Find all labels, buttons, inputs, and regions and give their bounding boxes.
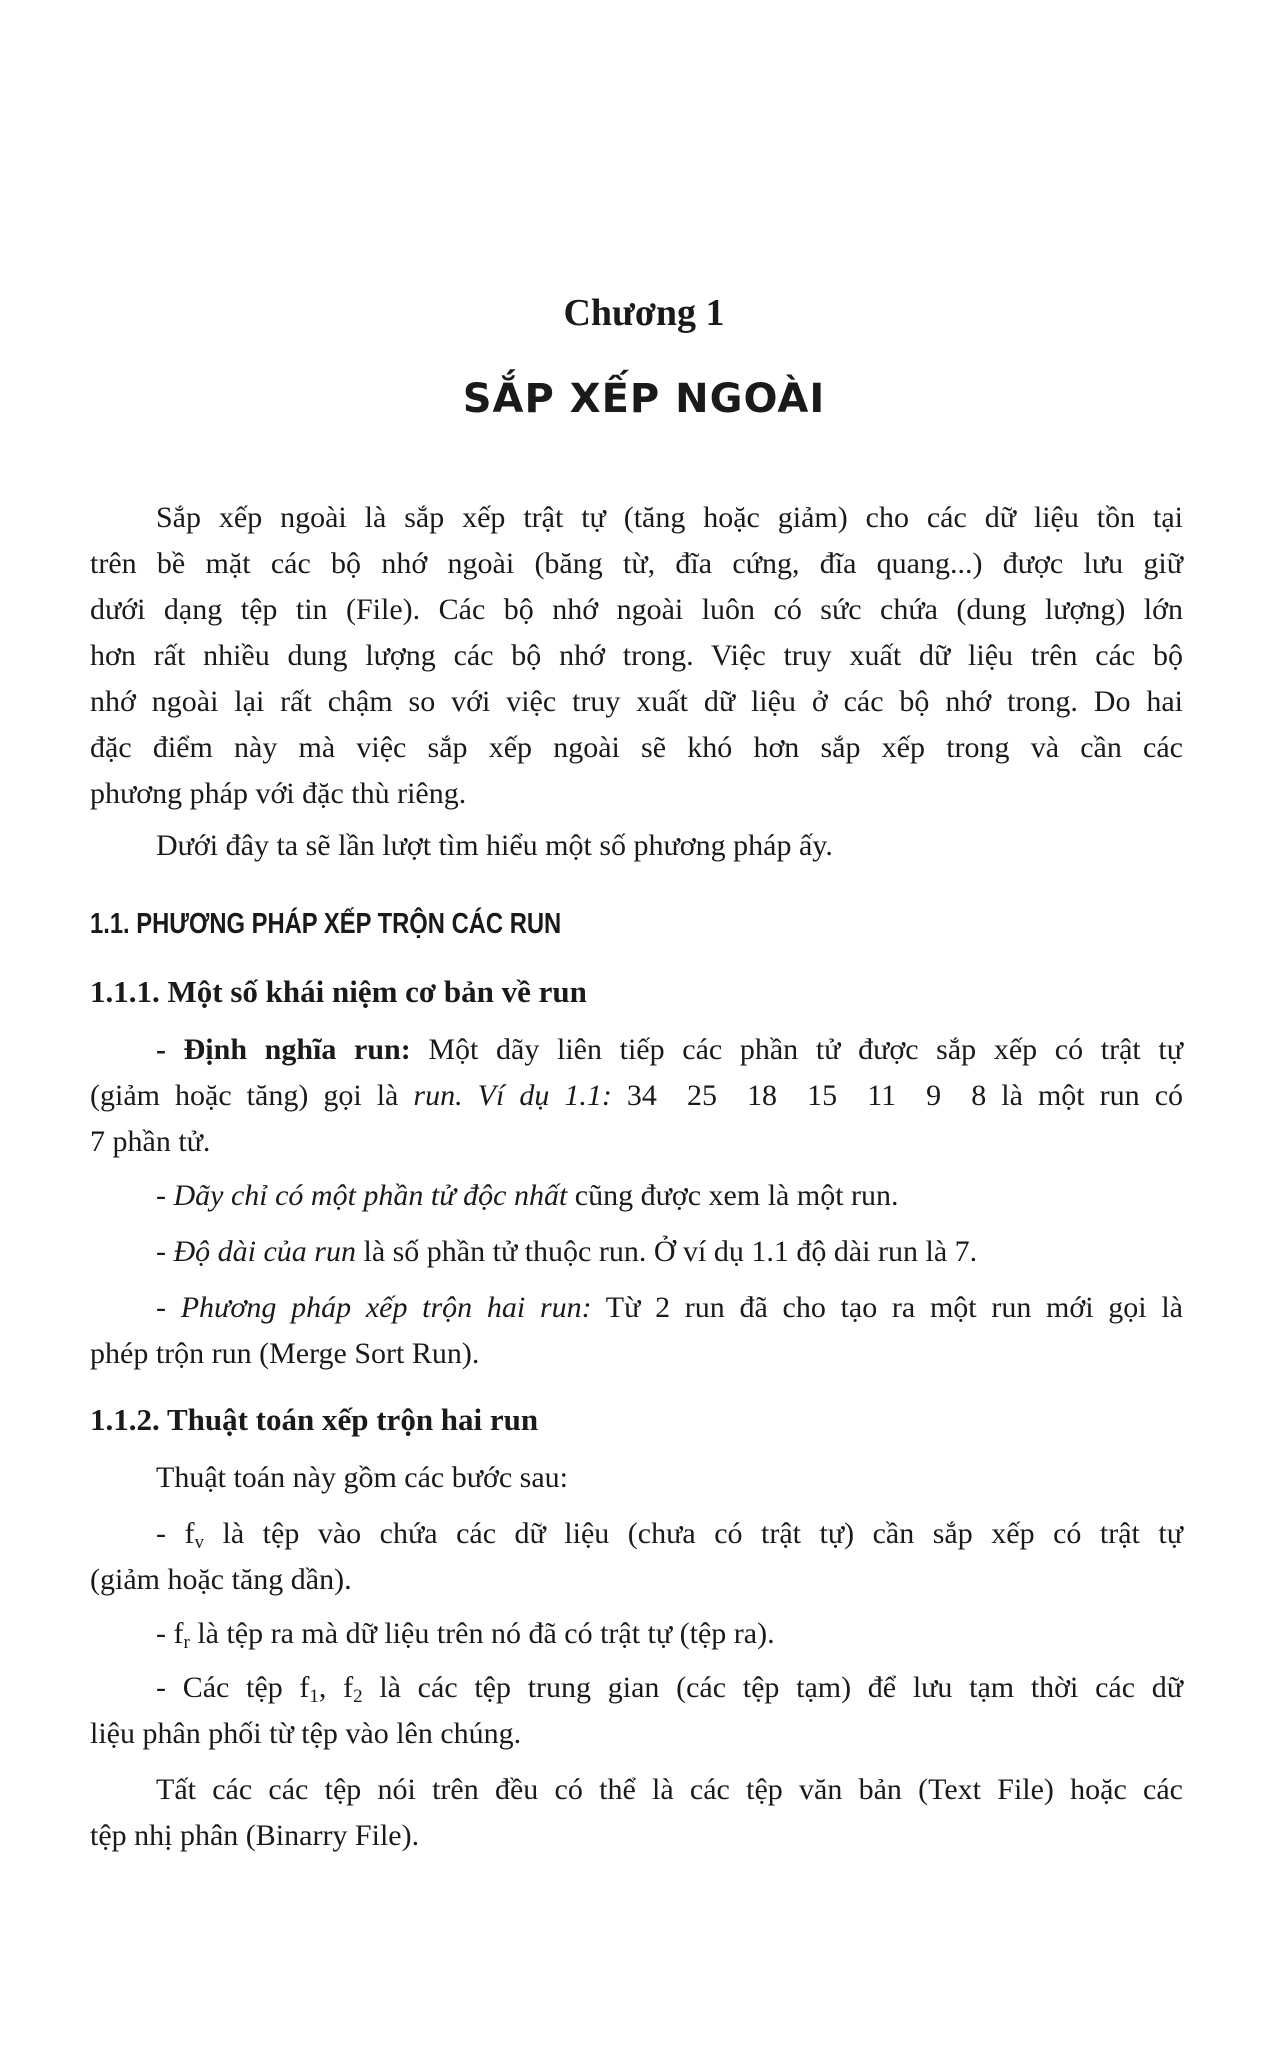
temp-subscript-2: 2	[353, 1686, 363, 1707]
intro-line-5: nhớ ngoài lại rất chậm so với việc truy xuất dữ liệu ở các bộ nhớ trong. Do hai	[90, 685, 1183, 718]
fr-text: là tệp ra mà dữ liệu trên nó đã có trật tự (tệp ra).	[189, 1617, 775, 1650]
temp-text: là các tệp trung gian (các tệp tạm) để lưu tạm thời các dữ	[362, 1671, 1183, 1704]
intro-line-1: Sắp xếp ngoài là sắp xếp trật tự (tăng hoặc giảm) cho các dữ liệu tồn tại	[156, 501, 1183, 534]
fv-subscript: v	[194, 1532, 204, 1553]
definition-line-2-start: (giảm hoặc tăng) gọi là	[90, 1079, 414, 1112]
run-length-term: - Độ dài của run	[156, 1235, 356, 1268]
fv-line-1	[156, 1514, 1183, 1554]
merge-method-line-1	[156, 1288, 1183, 1328]
definition-label: - Định nghĩa run:	[156, 1033, 411, 1066]
single-element-text: cũng được xem là một run.	[567, 1179, 899, 1212]
definition-line-1	[156, 1030, 1183, 1070]
intro-closing: Dưới đây ta sẽ lần lượt tìm hiểu một số phương pháp ấy.	[156, 829, 833, 862]
single-element-term: - Dãy chỉ có một phần tử độc nhất	[156, 1179, 568, 1212]
temp-subscript-1: 1	[309, 1686, 319, 1707]
merge-method-line-2: phép trộn run (Merge Sort Run).	[90, 1337, 480, 1370]
intro-line-3: dưới dạng tệp tin (File). Các bộ nhớ ngoài luôn có sức chứa (dung lượng) lớn	[90, 593, 1183, 626]
single-element-run	[156, 1176, 1249, 1216]
example-label: Ví dụ 1.1:	[462, 1079, 612, 1112]
temp-mid: , f	[318, 1671, 354, 1704]
run-length-text: là số phần tử thuộc run. Ở ví dụ 1.1 độ dài run là 7.	[355, 1235, 978, 1268]
definition-line-3: 7 phần tử.	[90, 1125, 211, 1158]
section-heading-1-1-1: 1.1.1. Một số khái niệm cơ bản về run	[90, 974, 587, 1009]
fr-line	[156, 1614, 1249, 1654]
chapter-label: Chương 1	[563, 292, 725, 334]
fv-prefix: - f	[156, 1517, 195, 1550]
file-types-line-1: Tất các các tệp nói trên đều có thể là các tệp văn bản (Text File) hoặc các	[156, 1773, 1183, 1806]
temp-files-line-2: liệu phân phối từ tệp vào lên chúng.	[90, 1717, 522, 1750]
merge-method-term: - Phương pháp xếp trộn hai run:	[156, 1291, 592, 1324]
chapter-title: SẮP XẾP NGOÀI	[462, 376, 826, 422]
intro-line-6: đặc điểm này mà việc sắp xếp ngoài sẽ khó hơn sắp xếp trong và cần các	[90, 731, 1183, 764]
intro-line-7: phương pháp với đặc thù riêng.	[90, 777, 467, 810]
section-heading-1-1-2: 1.1.2. Thuật toán xếp trộn hai run	[90, 1402, 539, 1437]
definition-text: Một dãy liên tiếp các phần tử được sắp xếp có trật tự	[410, 1033, 1183, 1066]
example-values: 34 25 18 15 11 9 8	[611, 1079, 987, 1112]
definition-line-2	[90, 1076, 1183, 1116]
definition-line-2-end: là một run có	[986, 1079, 1184, 1112]
merge-method-text: Từ 2 run đã cho tạo ra một run mới gọi là	[591, 1291, 1183, 1324]
intro-line-4: hơn rất nhiều dung lượng các bộ nhớ trong. Việc truy xuất dữ liệu trên các bộ	[90, 639, 1183, 672]
intro-line-2: trên bề mặt các bộ nhớ ngoài (băng từ, đĩa cứng, đĩa quang...) được lưu giữ	[90, 547, 1183, 580]
fv-text: là tệp vào chứa các dữ liệu (chưa có trật tự) cần sắp xếp có trật tự	[204, 1517, 1183, 1550]
run-length	[156, 1232, 1249, 1272]
file-types-line-2: tệp nhị phân (Binarry File).	[90, 1819, 420, 1852]
section-heading-1-1: 1.1. PHƯƠNG PHÁP XẾP TRỘN CÁC RUN	[90, 908, 562, 940]
temp-files-line-1	[156, 1668, 1183, 1708]
algorithm-intro: Thuật toán này gồm các bước sau:	[156, 1461, 568, 1494]
fr-prefix: - f	[156, 1617, 184, 1650]
fv-line-2: (giảm hoặc tăng dần).	[90, 1563, 352, 1596]
temp-prefix: - Các tệp f	[156, 1671, 310, 1704]
run-term: run.	[413, 1079, 463, 1112]
fr-subscript: r	[183, 1632, 190, 1653]
